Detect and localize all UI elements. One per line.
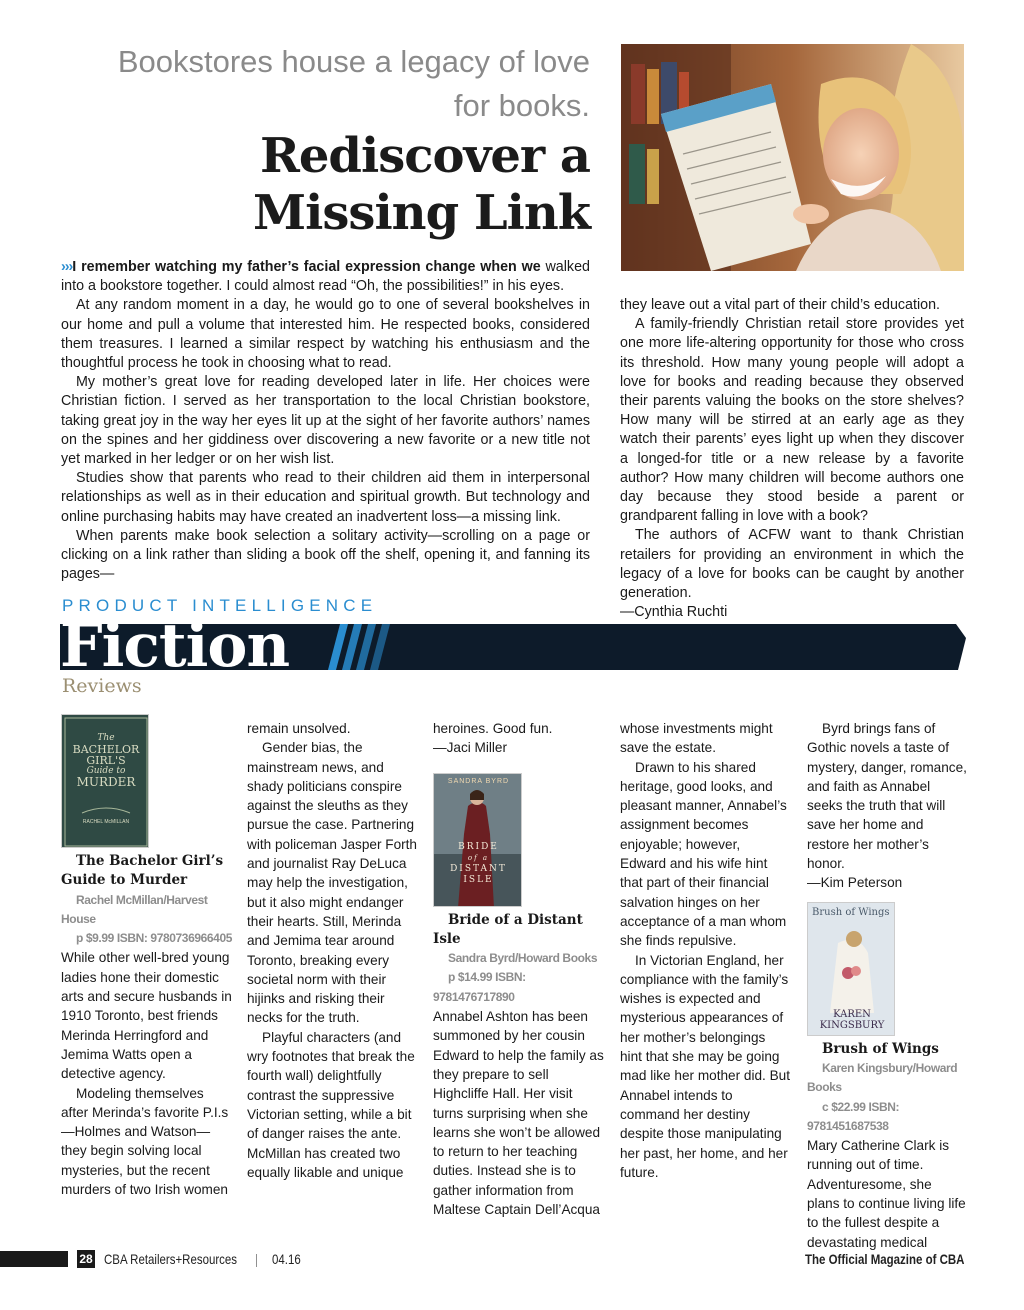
book-cover-brush-of-wings [807, 902, 895, 1036]
review-title: Bride of a Distant Isle [433, 911, 583, 947]
cover-title-line: Guide to [86, 766, 126, 776]
review-text [61, 852, 233, 1199]
article-paragraph: A family-friendly Christian retail store provides yet one more life-altering opportunity for those who cross its threshold. How many young people will adopt a love for books and reading because they observed their parents valuing the books on the store shelves? How many will be stirred at an early age as they watch their parents’ eyes light up when they discover a longed-for title or a new release by a favorite author? How many children will become authors one day because they stood beside a parent or grandparent falling in love with a book? [620, 316, 964, 525]
section-subtitle: Reviews [62, 675, 142, 697]
cover-title-line: DISTANT [450, 863, 507, 874]
footer-separator: | [255, 1251, 258, 1267]
article-lead [61, 258, 590, 296]
article-photo [621, 44, 964, 271]
review-price-isbn: c $22.99 ISBN: 9781451687538 [807, 1099, 900, 1133]
article-right-column [620, 296, 964, 622]
review-paragraph: Gender bias, the mainstream news, and shady politicians conspire against the sleuths as they pursue the case. Partnering with policeman Jasper Forth and journalist Ray DeLuca may help the investigation, but it also might endanger their hearts. Still, Merinda and Jemima tear around Toronto, breaking every societal norm with their hijinks and risking their necks for the truth. [247, 740, 417, 1026]
cover-title-line: ISLE [463, 874, 494, 885]
review-column-4 [620, 719, 790, 1182]
review-column-2 [247, 719, 419, 1182]
page-number: 28 [77, 1250, 95, 1268]
review-publisher: Rachel McMillan/Harvest House [61, 892, 208, 926]
cover-title [62, 733, 149, 788]
cover-author-line: KAREN [833, 1008, 871, 1020]
footer-bar [0, 1251, 68, 1267]
review-title: The Bachelor Girl’s Guide to Murder [61, 853, 224, 889]
article-paragraph: At any random moment in a day, he would go to one of several bookshelves in our home and pull a volume that interested him. He respected books, considered them treasures. I learned a similar respect by watching his enthusiasm and the thoughtful process he took in choosing what to read. [61, 297, 590, 372]
review-publisher: Karen Kingsbury/Howard Books [807, 1060, 958, 1095]
cover-author: SANDRA BYRD [447, 777, 510, 785]
section-label: PRODUCT INTELLIGENCE [62, 596, 378, 615]
article-kicker: Bookstores house a legacy of love for books. [117, 44, 590, 123]
footer-issue: 04.16 [272, 1251, 301, 1267]
review-column-5 [807, 719, 967, 1252]
lead-rest-text: walked into a bookstore together. I could almost read “Oh, the possibilities!” in his eyes. [61, 259, 590, 295]
review-signature: —Kim Peterson [807, 875, 903, 891]
cover-title: Brush of Wings [812, 906, 890, 918]
cover-author-line: KINGSBURY [819, 1019, 885, 1031]
review-column-3 [433, 719, 605, 1219]
review-paragraph: Playful characters (and wry footnotes that break the fourth wall) delightfully contrast the suppressive Victorian setting, while a bit of danger raises the ante. McMillan has created two equally likable and unique [247, 1029, 415, 1180]
cover-title-line: The [97, 733, 115, 743]
article-paragraph: The authors of ACFW want to thank Christian retailers for providing an environment in which the legacy of a love for books can be caught by another generation. [620, 527, 964, 602]
article-paragraph: My mother’s great love for reading developed later in life. Her choices were Christian fiction. I served as her transportation to the local Christian bookstore, taking great joy in the way her eyes lit up at the sight of her favorite authors’ names on the spines and her giddiness over discovering a new favorite or a new title not yet marked in her ledger or on her wish list. [61, 374, 590, 468]
article-title-line1: Rediscover a [259, 128, 590, 184]
review-paragraph: Byrd brings fans of Gothic novels a taste of mystery, danger, romance, and faith as Annabel seeks the truth that will save her home and restore her mother’s honor. [807, 721, 967, 872]
review-price-isbn: p $9.99 ISBN: 9780736966405 [76, 931, 232, 946]
cover-title-line: of a [467, 853, 490, 862]
review-title: Brush of Wings [822, 1040, 939, 1057]
review-paragraph: Mary Catherine Clark is running out of time. Adventuresome, she plans to continue living life to the fullest despite a devastating medical [807, 1138, 966, 1250]
lead-bold-text: I remember watching my father’s facial expression change when we [72, 259, 541, 275]
article-paragraph: When parents make book selection a solitary activity—scrolling on a page or clicking on a link rather than sliding a book off the shelf, opening it, and fanning its pages— [61, 527, 590, 583]
review-publisher: Sandra Byrd/Howard Books [448, 951, 598, 966]
review-paragraph: In Victorian England, her compliance with the family’s wishes is expected and mysterious appearances of her mother’s belongings hint that she may be going mad like her mother did. But Annabel intends to command her destiny despite those manipulating her past, her home, and her future. [620, 952, 791, 1180]
footer-magazine: CBA Retailers+Resources [104, 1251, 238, 1267]
article-continuation: they leave out a vital part of their child’s education. [620, 297, 941, 313]
review-signature: —Jaci Miller [433, 740, 508, 756]
review-paragraph: While other well-bred young ladies hone their domestic arts and secure husbands in 1910 Toronto, best friends Merinda Herringford and Jemima Watts open a detective agency. [61, 950, 232, 1082]
article-title [60, 128, 590, 242]
review-paragraph: Annabel Ashton has been summoned by her cousin Edward to help the family as they prepare to sell Highcliffe Hall. Her visit turns surprising when she learns she won’t be allowed to return to her teaching duties. Instead she is to gather information from Maltese Captain Dell’Acqua [433, 1009, 604, 1218]
review-paragraph: Modeling themselves after Merinda’s favorite P.I.s—Holmes and Watson—they begin solving local mysteries, but the recent murders of two Irish women [61, 1085, 229, 1198]
review-continuation: remain unsolved. [247, 721, 351, 736]
article-title-line2: Missing Link [253, 185, 590, 241]
cover-woman-figure-icon [434, 774, 522, 907]
cover-title-line: MURDER [76, 775, 136, 789]
cover-title-line: BACHELOR [72, 743, 140, 756]
article-paragraph: Studies show that parents who read to their children aid them in interpersonal relationships as well as in their education and spiritual growth. But technology and online purchasing habits may have created an inadvertent loss—a missing link. [61, 470, 590, 525]
lead-chevron-icon: ››› [61, 259, 73, 275]
cover-author [808, 1009, 895, 1031]
review-price-isbn: p $14.99 ISBN: 9781476717890 [433, 970, 526, 1004]
book-cover-bride-of-a-distant-isle [433, 773, 522, 907]
review-paragraph: Drawn to his shared heritage, good looks, and pleasant manner, Annabel’s assignment becomes enjoyable; however, Edward and his wife hint that part of their financial salvation hinges on her acceptance of a man whom she finds repulsive. [620, 759, 787, 949]
cover-title-line: GIRL'S [86, 754, 126, 767]
cover-title [434, 842, 522, 886]
cover-title-line: BRIDE [458, 841, 499, 852]
section-title: Fiction [60, 611, 290, 681]
review-continuation: heroines. Good fun. [433, 721, 553, 736]
review-continuation: whose investments might save the estate. [620, 721, 773, 756]
article-left-column [61, 258, 590, 584]
footer-tagline: The Official Magazine of CBA [804, 1251, 964, 1267]
article-signature: —Cynthia Ruchti [620, 604, 728, 621]
book-cover-bachelor-girls-guide [61, 714, 149, 848]
cover-author: RACHEL McMILLAN [82, 819, 130, 825]
review-column-1 [61, 714, 233, 1199]
